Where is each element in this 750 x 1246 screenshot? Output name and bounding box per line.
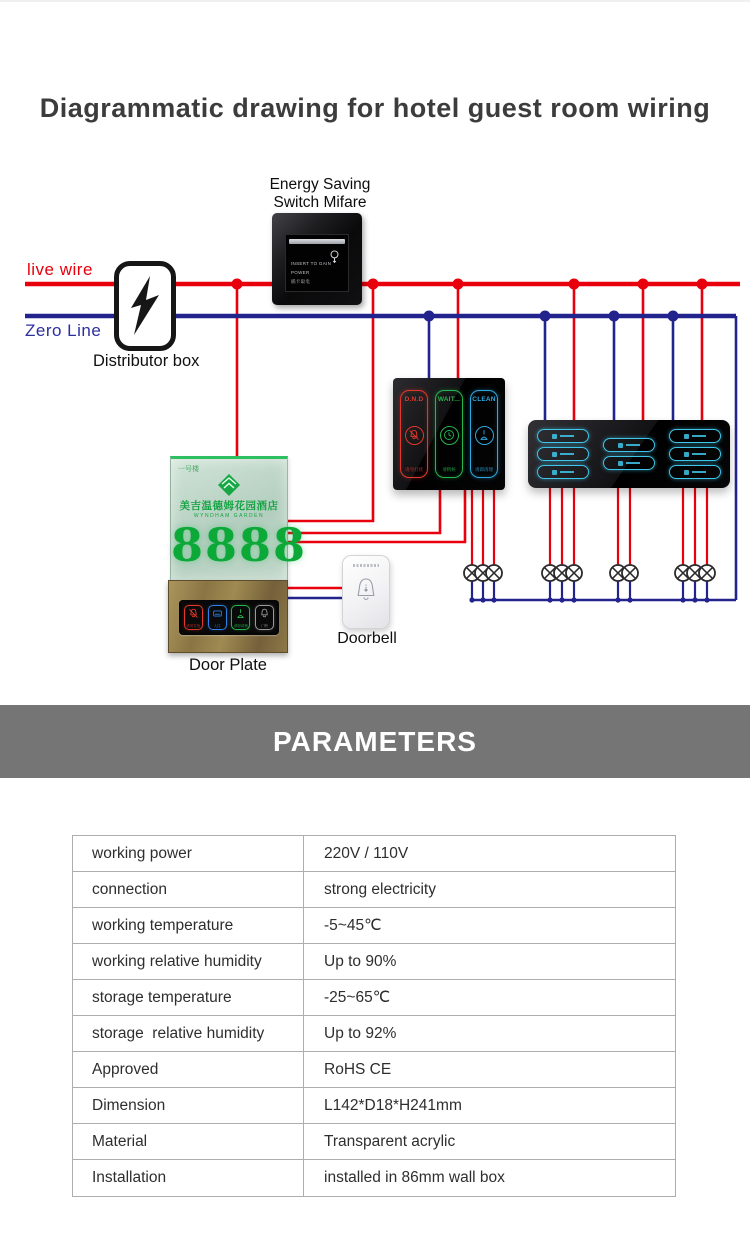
doorbell-brand-mark	[353, 564, 379, 567]
distributor-box-label: Distributor box	[93, 352, 200, 370]
door-plate-status-button	[231, 605, 250, 630]
screen-text-line: 插卡取电	[291, 279, 311, 284]
lamp-symbol	[486, 565, 502, 581]
bus-junction-dot	[547, 597, 552, 602]
junction-dot	[453, 279, 464, 290]
room-card-icon	[212, 606, 223, 624]
door-plate-button-panel	[179, 600, 279, 635]
status-button-subtext: 请勿打扰	[186, 624, 201, 629]
door-plate-status-button	[208, 605, 227, 630]
bus-junction-dot	[491, 597, 496, 602]
door-plate-status-button	[184, 605, 203, 630]
parameter-value: installed in 86mm wall box	[303, 1160, 675, 1196]
junction-dot	[638, 279, 649, 290]
door-plate-label: Door Plate	[189, 656, 267, 674]
bus-junction-dot	[615, 597, 620, 602]
broom-icon	[235, 606, 246, 624]
status-button-subtext: 请即清理	[233, 624, 248, 629]
parameters-banner	[0, 705, 750, 778]
hotel-logo-icon	[217, 474, 241, 496]
lightning-bolt-icon	[128, 275, 162, 337]
scene-touch-button	[669, 429, 721, 443]
door-plate-base	[168, 580, 288, 653]
junction-dot	[368, 279, 379, 290]
card-slot	[289, 239, 345, 244]
parameter-label: working temperature	[92, 916, 234, 934]
bus-junction-dot	[680, 597, 685, 602]
hotel-name-cn: 美吉温德姆花园酒店	[179, 500, 279, 512]
broom-icon	[475, 426, 494, 445]
parameter-row	[73, 1088, 675, 1124]
parameter-label: Dimension	[92, 1096, 166, 1114]
parameter-row	[73, 1052, 675, 1088]
energy-switch-label	[245, 176, 395, 213]
energy-switch-screen	[285, 234, 349, 292]
doorbell-button	[342, 555, 390, 629]
scene-touch-button	[537, 447, 589, 461]
parameter-value: 220V / 110V	[303, 836, 675, 871]
doorbell-bell-icon	[353, 575, 379, 607]
status-button-subtext: 入住	[213, 624, 221, 629]
dnd-button-label: CLEAN	[472, 396, 496, 403]
parameter-row	[73, 836, 675, 872]
scene-button-column	[537, 429, 589, 479]
parameter-row	[73, 980, 675, 1016]
energy-switch-label-line1: Energy Saving	[269, 176, 371, 193]
junction-dot	[540, 311, 551, 322]
junction-dot	[609, 311, 620, 322]
junction-dot	[668, 311, 679, 322]
scene-touch-button	[669, 465, 721, 479]
parameters-table	[72, 835, 676, 1197]
parameter-label: storage relative humidity	[92, 1024, 265, 1042]
page-title: Diagrammatic drawing for hotel guest room wiring	[39, 93, 711, 123]
building-number: 一号楼	[178, 466, 199, 473]
parameters-heading: PARAMETERS	[273, 725, 477, 757]
screen-text-line: POWER	[291, 270, 310, 275]
scene-touch-button	[603, 456, 655, 470]
clock-icon	[440, 426, 459, 445]
parameter-label: working power	[92, 844, 192, 862]
lamp-symbol	[622, 565, 638, 581]
parameter-label: Material	[92, 1132, 148, 1150]
lamp-symbol	[699, 565, 715, 581]
parameter-value: Transparent acrylic	[303, 1124, 675, 1159]
dnd-panel-button	[435, 390, 463, 478]
junction-dot	[569, 279, 580, 290]
bus-junction-dot	[469, 597, 474, 602]
zero-line-label: Zero Line	[25, 321, 102, 340]
dnd-button-label: D.N.D	[404, 396, 424, 403]
dnd-wait-clean-panel	[393, 378, 505, 490]
acrylic-door-plate	[170, 456, 308, 582]
parameter-value: -25~65℃	[303, 980, 675, 1015]
parameter-row	[73, 1016, 675, 1052]
parameter-value: Up to 92%	[303, 1016, 675, 1051]
bell-icon	[259, 606, 270, 624]
bus-junction-dot	[704, 597, 709, 602]
bus-junction-dot	[480, 597, 485, 602]
scene-touch-button	[669, 447, 721, 461]
parameter-value: L142*D18*H241mm	[303, 1088, 675, 1123]
bell-slash-icon	[405, 426, 424, 445]
junction-dot	[424, 311, 435, 322]
lamp-symbol	[566, 565, 582, 581]
energy-switch-screen-text	[291, 259, 331, 286]
energy-saving-switch	[272, 213, 362, 305]
parameter-label: Installation	[92, 1169, 167, 1186]
bus-junction-dot	[692, 597, 697, 602]
dnd-button-subtext: 请即清理	[475, 467, 493, 472]
scene-button-column	[669, 429, 721, 479]
parameter-value: -5~45℃	[303, 908, 675, 943]
junction-dot	[697, 279, 708, 290]
parameter-row	[73, 908, 675, 944]
parameter-row	[73, 1160, 675, 1196]
parameter-row	[73, 1124, 675, 1160]
parameter-value: RoHS CE	[303, 1052, 675, 1087]
bus-junction-dot	[559, 597, 564, 602]
scene-touch-button	[537, 429, 589, 443]
parameter-label: connection	[92, 880, 167, 898]
parameter-row	[73, 872, 675, 908]
doorbell-label: Doorbell	[337, 630, 397, 647]
dnd-button-subtext: 请勿打扰	[405, 467, 423, 472]
parameter-value: Up to 90%	[303, 944, 675, 979]
scene-button-column	[603, 438, 655, 470]
parameter-label: Approved	[92, 1060, 159, 1078]
scene-touch-button	[537, 465, 589, 479]
live-wire	[288, 284, 373, 521]
distributor-box	[114, 261, 176, 351]
parameter-row	[73, 944, 675, 980]
bus-junction-dot	[627, 597, 632, 602]
hotel-name-en: WYNDHAM GARDEN	[193, 513, 265, 519]
door-plate-status-button	[255, 605, 274, 630]
junction-dot	[232, 279, 243, 290]
dnd-panel-button	[470, 390, 498, 478]
screen-text-line: INSERT TO GAIN	[291, 261, 332, 266]
dnd-button-subtext: 请稍候	[442, 467, 456, 472]
bell-slash-icon	[188, 606, 199, 624]
status-button-subtext: 门铃	[261, 624, 269, 629]
lighting-scene-panel	[528, 420, 730, 488]
dnd-panel-button	[400, 390, 428, 478]
parameter-label: storage temperature	[92, 988, 232, 1006]
parameter-label: working relative humidity	[92, 952, 262, 970]
live-wire-label: live wire	[27, 260, 93, 279]
bus-junction-dot	[571, 597, 576, 602]
room-number: 8888	[171, 518, 308, 572]
scene-touch-button	[603, 438, 655, 452]
parameter-value: strong electricity	[303, 872, 675, 907]
energy-switch-label-line2: Switch Mifare	[273, 194, 367, 212]
live-wire	[288, 490, 440, 533]
dnd-button-label: WAIT...	[437, 396, 461, 403]
